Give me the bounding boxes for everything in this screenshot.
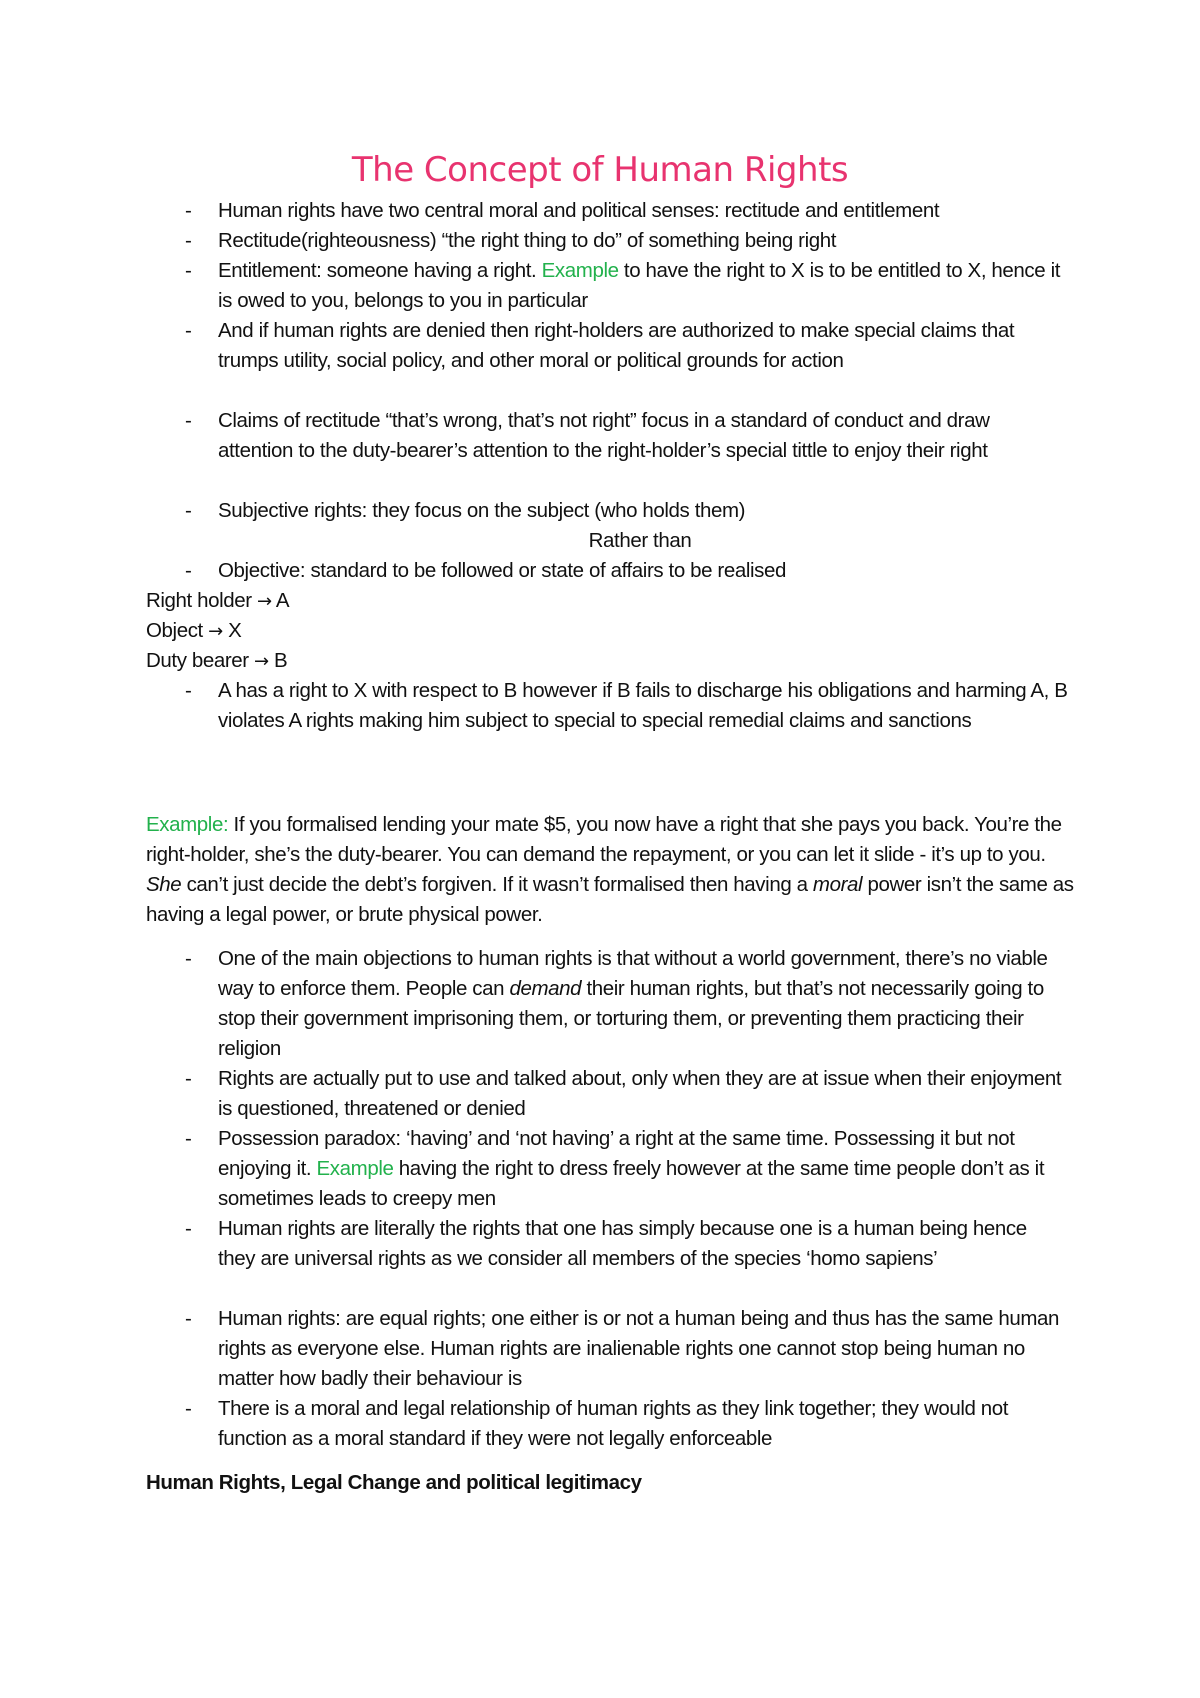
relation-label: Duty bearer xyxy=(146,649,249,672)
bullet-text: Human rights: are equal rights; one either is or not a human being and thus has the same human rights as everyone else. Human rights are inalienable rights one cannot stop being human no matter how badly their behaviour is xyxy=(218,1307,1060,1390)
bullet-text: And if human rights are denied then right-holders are authorized to make special claims that trumps utility, social policy, and other moral or political grounds for action xyxy=(218,319,1015,372)
bullet-text: There is a moral and legal relationship of human rights as they link together; they would not function as a moral standard if they were not legally enforceable xyxy=(218,1397,1009,1450)
example-label: Example xyxy=(316,1157,394,1180)
bullet-text: Rectitude(righteousness) “the right thing to do” of something being right xyxy=(218,229,837,252)
bullet-text: Human rights have two central moral and political senses: rectitude and entitlement xyxy=(218,199,940,222)
bullet-dash: - xyxy=(185,409,192,432)
relation-line xyxy=(146,616,241,647)
bullet-dash: - xyxy=(185,199,192,222)
bullet-dash: - xyxy=(185,559,192,582)
bullet-dash: - xyxy=(185,1067,192,1090)
bullet-dash: - xyxy=(185,1307,192,1330)
example-label: Example: xyxy=(146,813,229,836)
relation-value: X xyxy=(228,619,242,642)
bullet-text: Claims of rectitude “that’s wrong, that’s not right” focus in a standard of conduct and draw attention to the duty-bearer’s attention to the right-holder’s special tittle to enjoy their right xyxy=(218,409,990,462)
arrow-right-icon: → xyxy=(208,621,223,642)
bullet-text: Possession paradox: ‘having’ and ‘not having’ a right at the same time. Possessing it but not enjoying it. xyxy=(218,1127,1015,1180)
bullet-text: A has a right to X with respect to B however if B fails to discharge his obligations and harming A, B violates A rights making him subject to special to special remedial claims and sanctions xyxy=(218,679,1068,732)
emphasis-text: She xyxy=(146,873,182,896)
document-title: The Concept of Human Rights xyxy=(351,150,849,190)
arrow-right-icon: → xyxy=(257,591,272,612)
relation-label: Right holder xyxy=(146,589,252,612)
bullet-dash: - xyxy=(185,1217,192,1240)
paragraph-text: If you formalised lending your mate $5, you now have a right that she pays you back. You’re the right-holder, she’s the duty-bearer. You can demand the repayment, or you can let it slide - it’s up to you. xyxy=(146,813,1062,866)
emphasis-text: moral xyxy=(812,873,863,896)
bullet-text: having the right to dress freely however at the same time people don’t as it sometimes leads to creepy men xyxy=(218,1157,1045,1210)
section-heading: Human Rights, Legal Change and political legitimacy xyxy=(146,1471,642,1494)
relation-line xyxy=(146,646,287,677)
paragraph-text: power isn’t the same as having a legal power, or brute physical power. xyxy=(146,873,1074,926)
bullet-dash: - xyxy=(185,259,192,282)
relation-value: B xyxy=(274,649,288,672)
bullet-dash: - xyxy=(185,1397,192,1420)
arrow-right-icon: → xyxy=(254,651,269,672)
paragraph-text: can’t just decide the debt’s forgiven. If it wasn’t formalised then having a xyxy=(181,873,813,896)
bullet-dash: - xyxy=(185,229,192,252)
bullet-dash: - xyxy=(185,947,192,970)
example-paragraph xyxy=(146,810,1076,930)
bullet-text: Human rights are literally the rights that one has simply because one is a human being hence they are universal rights as we consider all members of the species ‘homo sapiens’ xyxy=(218,1217,1027,1270)
bullet-text: Objective: standard to be followed or state of affairs to be realised xyxy=(218,559,787,582)
bullet-text: Rights are actually put to use and talked about, only when they are at issue when their enjoyment is questioned, threatened or denied xyxy=(218,1067,1062,1120)
relation-line xyxy=(146,586,289,617)
rather-than-text: Rather than xyxy=(588,529,692,552)
bullet-text: Subjective rights: they focus on the subject (who holds them) xyxy=(218,499,746,522)
bullet-dash: - xyxy=(185,1127,192,1150)
bullet-dash: - xyxy=(185,319,192,342)
relation-label: Object xyxy=(146,619,203,642)
bullet-dash: - xyxy=(185,679,192,702)
emphasis-text: demand xyxy=(509,977,582,1000)
relation-value: A xyxy=(275,589,290,612)
bullet-text: Entitlement: someone having a right. xyxy=(218,259,542,282)
bullet-text: their human rights, but that’s not necessarily going to stop their government imprisoning them, or torturing them, or preventing them practicing their religion xyxy=(218,977,1044,1060)
example-label: Example xyxy=(541,259,619,282)
bullet-text: to have the right to X is to be entitled to X, hence it is owed to you, belongs to you in particular xyxy=(218,259,1061,312)
bullet-dash: - xyxy=(185,499,192,522)
bullet-text: One of the main objections to human rights is that without a world government, there’s no viable way to enforce them. People can xyxy=(218,947,1048,1000)
